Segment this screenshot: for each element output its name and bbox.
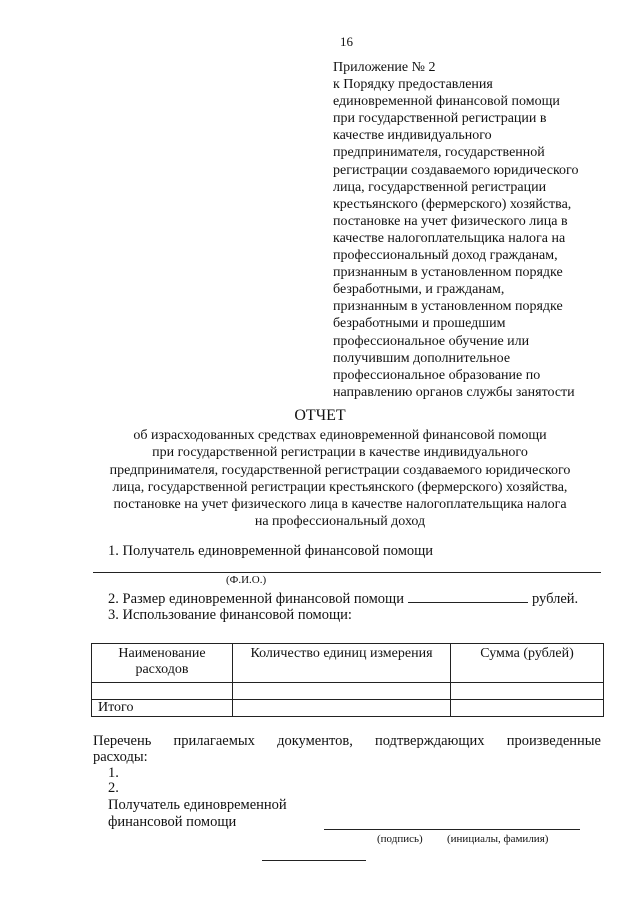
expenses-table bbox=[91, 643, 604, 717]
appendix-line: качестве налогоплательщика налога на bbox=[333, 230, 566, 246]
recipient-name-line[interactable] bbox=[93, 572, 601, 573]
amount-blank-line[interactable] bbox=[408, 590, 528, 603]
report-subtitle bbox=[80, 427, 600, 531]
appendix-line: профессиональный доход гражданам, bbox=[333, 248, 558, 264]
subtitle-line: предпринимателя, государственной регистрации создаваемого юридического bbox=[109, 462, 571, 478]
header-unit-count: Количество единиц измерения bbox=[233, 644, 451, 683]
table-total-row bbox=[92, 700, 604, 717]
documents-heading-line2: расходы: bbox=[93, 749, 148, 765]
appendix-line: лица, государственной регистрации bbox=[333, 179, 547, 195]
documents-heading-word: документов, bbox=[277, 733, 353, 749]
report-title: ОТЧЕТ bbox=[294, 407, 346, 424]
appendix-line: безработными и прошедшим bbox=[333, 316, 506, 332]
signer-label bbox=[108, 797, 287, 831]
header-expense-name: Наименование расходов bbox=[92, 644, 233, 683]
appendix-line: при государственной регистрации в bbox=[333, 111, 547, 127]
header-amount: Сумма (рублей) bbox=[451, 644, 604, 683]
document-item-2: 2. bbox=[108, 780, 119, 796]
usage-field-label: 3. Использование финансовой помощи: bbox=[108, 607, 352, 623]
total-label: Итого bbox=[92, 700, 233, 717]
fio-caption: (Ф.И.О.) bbox=[226, 574, 267, 586]
signer-label-line1: Получатель единовременной bbox=[108, 797, 287, 813]
subtitle-line: на профессиональный доход bbox=[254, 514, 426, 530]
documents-heading-word: подтверждающих bbox=[374, 733, 485, 749]
signature-line[interactable] bbox=[324, 829, 580, 830]
appendix-line: профессиональное обучение или bbox=[333, 333, 530, 349]
documents-heading-word: Перечень bbox=[93, 733, 152, 749]
appendix-line: Приложение № 2 bbox=[333, 60, 436, 75]
signature-caption: (подпись) bbox=[377, 833, 423, 845]
document-item-1: 1. bbox=[108, 765, 119, 781]
page-number: 16 bbox=[340, 34, 353, 49]
appendix-line: получившим дополнительное bbox=[333, 350, 511, 366]
appendix-line: регистрации создаваемого юридического bbox=[333, 162, 579, 178]
appendix-line: безработными, и гражданам, bbox=[333, 282, 505, 298]
subtitle-line: при государственной регистрации в качестве индивидуального bbox=[152, 445, 528, 461]
name-caption: (инициалы, фамилия) bbox=[447, 833, 549, 845]
footer-divider bbox=[262, 860, 366, 861]
appendix-line: признанным в установленном порядке bbox=[333, 265, 563, 281]
subtitle-line: об израсходованных средствах единовременной финансовой помощи bbox=[133, 428, 547, 443]
amount-field-label: 2. Размер единовременной финансовой помощи bbox=[108, 591, 404, 607]
appendix-line: к Порядку предоставления bbox=[333, 77, 493, 93]
appendix-line: предпринимателя, государственной bbox=[333, 145, 545, 161]
table-header-row bbox=[92, 644, 604, 683]
documents-heading-word: прилагаемых bbox=[173, 733, 255, 749]
appendix-line: постановке на учет физического лица в bbox=[333, 213, 568, 229]
amount-unit: рублей. bbox=[531, 591, 579, 607]
appendix-line: единовременной финансовой помощи bbox=[333, 94, 560, 110]
amount-field bbox=[108, 590, 578, 608]
appendix-line: направлению органов службы занятости bbox=[333, 384, 575, 400]
documents-list-heading bbox=[93, 733, 601, 765]
table-cell[interactable] bbox=[92, 683, 233, 700]
table-row bbox=[92, 683, 604, 700]
appendix-line: профессиональное образование по bbox=[333, 367, 541, 383]
appendix-header bbox=[333, 59, 613, 401]
table-cell[interactable] bbox=[451, 683, 604, 700]
appendix-line: крестьянского (фермерского) хозяйства, bbox=[333, 196, 572, 212]
table-cell[interactable] bbox=[451, 700, 604, 717]
subtitle-line: постановке на учет физического лица в качестве налогоплательщика налога bbox=[113, 497, 567, 513]
documents-heading-word: произведенные bbox=[506, 733, 601, 749]
documents-heading-line bbox=[93, 733, 601, 749]
appendix-line: признанным в установленном порядке bbox=[333, 299, 563, 315]
subtitle-line: лица, государственной регистрации крестьянского (фермерского) хозяйства, bbox=[112, 479, 568, 495]
recipient-field-label: 1. Получатель единовременной финансовой помощи bbox=[108, 543, 434, 559]
table-cell[interactable] bbox=[233, 700, 451, 717]
appendix-line: качестве индивидуального bbox=[333, 128, 492, 144]
signer-label-line2: финансовой помощи bbox=[108, 814, 237, 830]
table-cell[interactable] bbox=[233, 683, 451, 700]
